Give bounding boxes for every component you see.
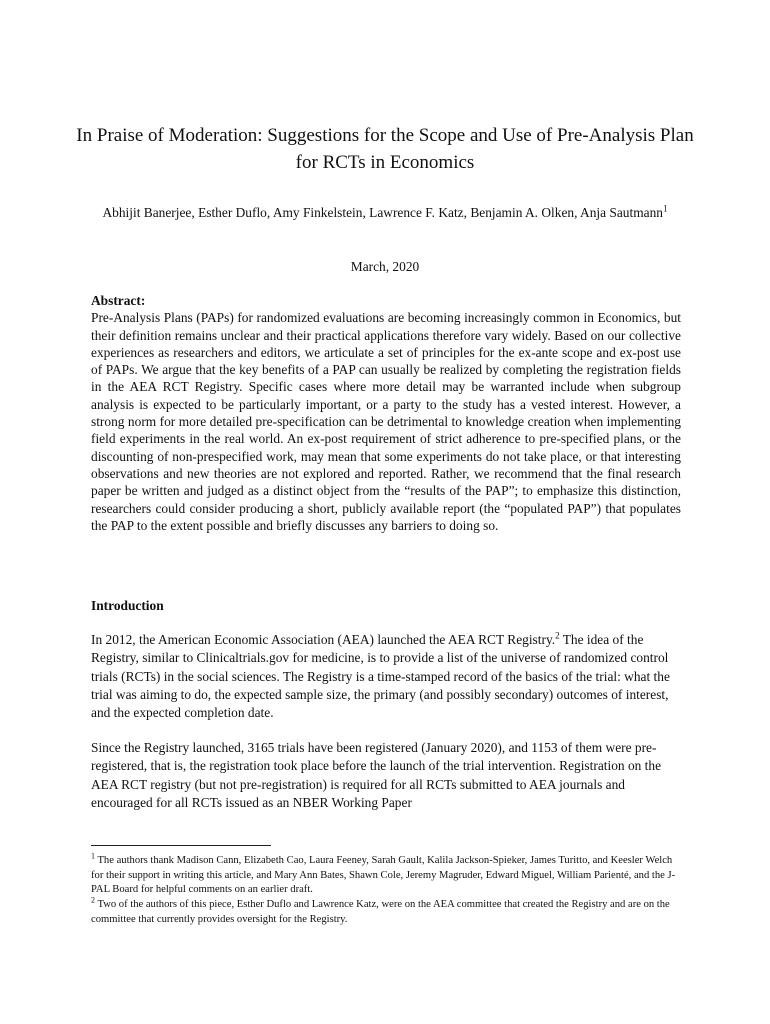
footnote-1-mark: 1 — [91, 851, 95, 861]
footnote-2-text: Two of the authors of this piece, Esther Duflo and Lawrence Katz, were on the AEA committee that created the Registry and are on the committee that currently provides oversight for the Registry. — [91, 899, 670, 925]
footnote-ref-2: 2 — [555, 630, 560, 641]
author-list — [90, 204, 680, 222]
introduction-heading: Introduction — [91, 598, 164, 613]
footnotes-section — [91, 851, 683, 928]
abstract-text: Pre-Analysis Plans (PAPs) for randomized evaluations are becoming increasingly common in Economics, but their definition remains unclear and their practical applications therefore vary widely. Based on our collective experiences as researchers and editors, we articulate a set of principles for the ex-ante scope and ex-post use of PAPs. We argue that the key benefits of a PAP can usually be realized by completing the registration fields in the AEA RCT Registry. Specific cases where more detail may be warranted include when subgroup analysis is expected to be particularly important, or a party to the study has a vested interest. However, a strong norm for more detailed pre-specification can be detrimental to knowledge creation when implementing field experiments in the real world. An ex-post requirement of strict adherence to pre-specified plans, or the discounting of non-prespecified work, may mean that some experiments do not take place, or that interesting observations and new theories are not explored and reported. Rather, we recommend that the final research paper be written and judged as a distinct object from the “results of the PAP”; to emphasize this distinction, researchers could consider producing a short, publicly available report (the “populated PAP”) that populates the PAP to the extent possible and briefly discusses any barriers to doing so. — [91, 310, 681, 533]
para1-text-a: In 2012, the American Economic Association (AEA) launched the AEA RCT Registry. — [91, 632, 556, 647]
author-names: Abhijit Banerjee, Esther Duflo, Amy Finkelstein, Lawrence F. Katz, Benjamin A. Olken, Anja Sautmann — [102, 205, 663, 220]
footnote-1-text: The authors thank Madison Cann, Elizabeth Cao, Laura Feeney, Sarah Gault, Kalila Jackson-Spieker, James Turitto, and Keesler Welch for their support in writing this article, and Mary Ann Bates, Shawn Cole, Jeremy Magruder, Edward Miguel, William Parienté, and the J-PAL Board for helpful comments on an earlier draft. — [91, 855, 676, 896]
footnote-1 — [91, 851, 683, 898]
abstract-section — [91, 292, 681, 534]
footnote-2-mark: 2 — [91, 895, 95, 905]
paper-title: In Praise of Moderation: Suggestions for the Scope and Use of Pre-Analysis Plan for RCTs in Economics — [76, 125, 694, 173]
abstract-heading: Abstract: — [91, 293, 146, 308]
publication-date: March, 2020 — [350, 259, 420, 274]
footnote-divider — [91, 845, 271, 846]
para1-text-b: The idea of the Registry, similar to Clinicaltrials.gov for medicine, is to provide a list of the universe of randomized control trials (RCTs) in the social sciences. The Registry is a time-stamped record of the basics of the trial: what the trial was aiming to do, the expected sample size, the primary (and possibly secondary) outcomes of interest, and the expected completion date. — [91, 632, 670, 721]
introduction-paragraph-1 — [91, 631, 683, 722]
introduction-paragraph-2: Since the Registry launched, 3165 trials have been registered (January 2020), and 1153 of them were pre-registered, that is, the registration took place before the launch of the trial intervention. Registration on the AEA RCT registry (but not pre-registration) is required for all RCTs submitted to AEA journals and encouraged for all RCTs issued as an NBER Working Paper — [91, 740, 662, 810]
footnote-ref-1: 1 — [662, 203, 668, 214]
footnote-2 — [91, 895, 683, 927]
